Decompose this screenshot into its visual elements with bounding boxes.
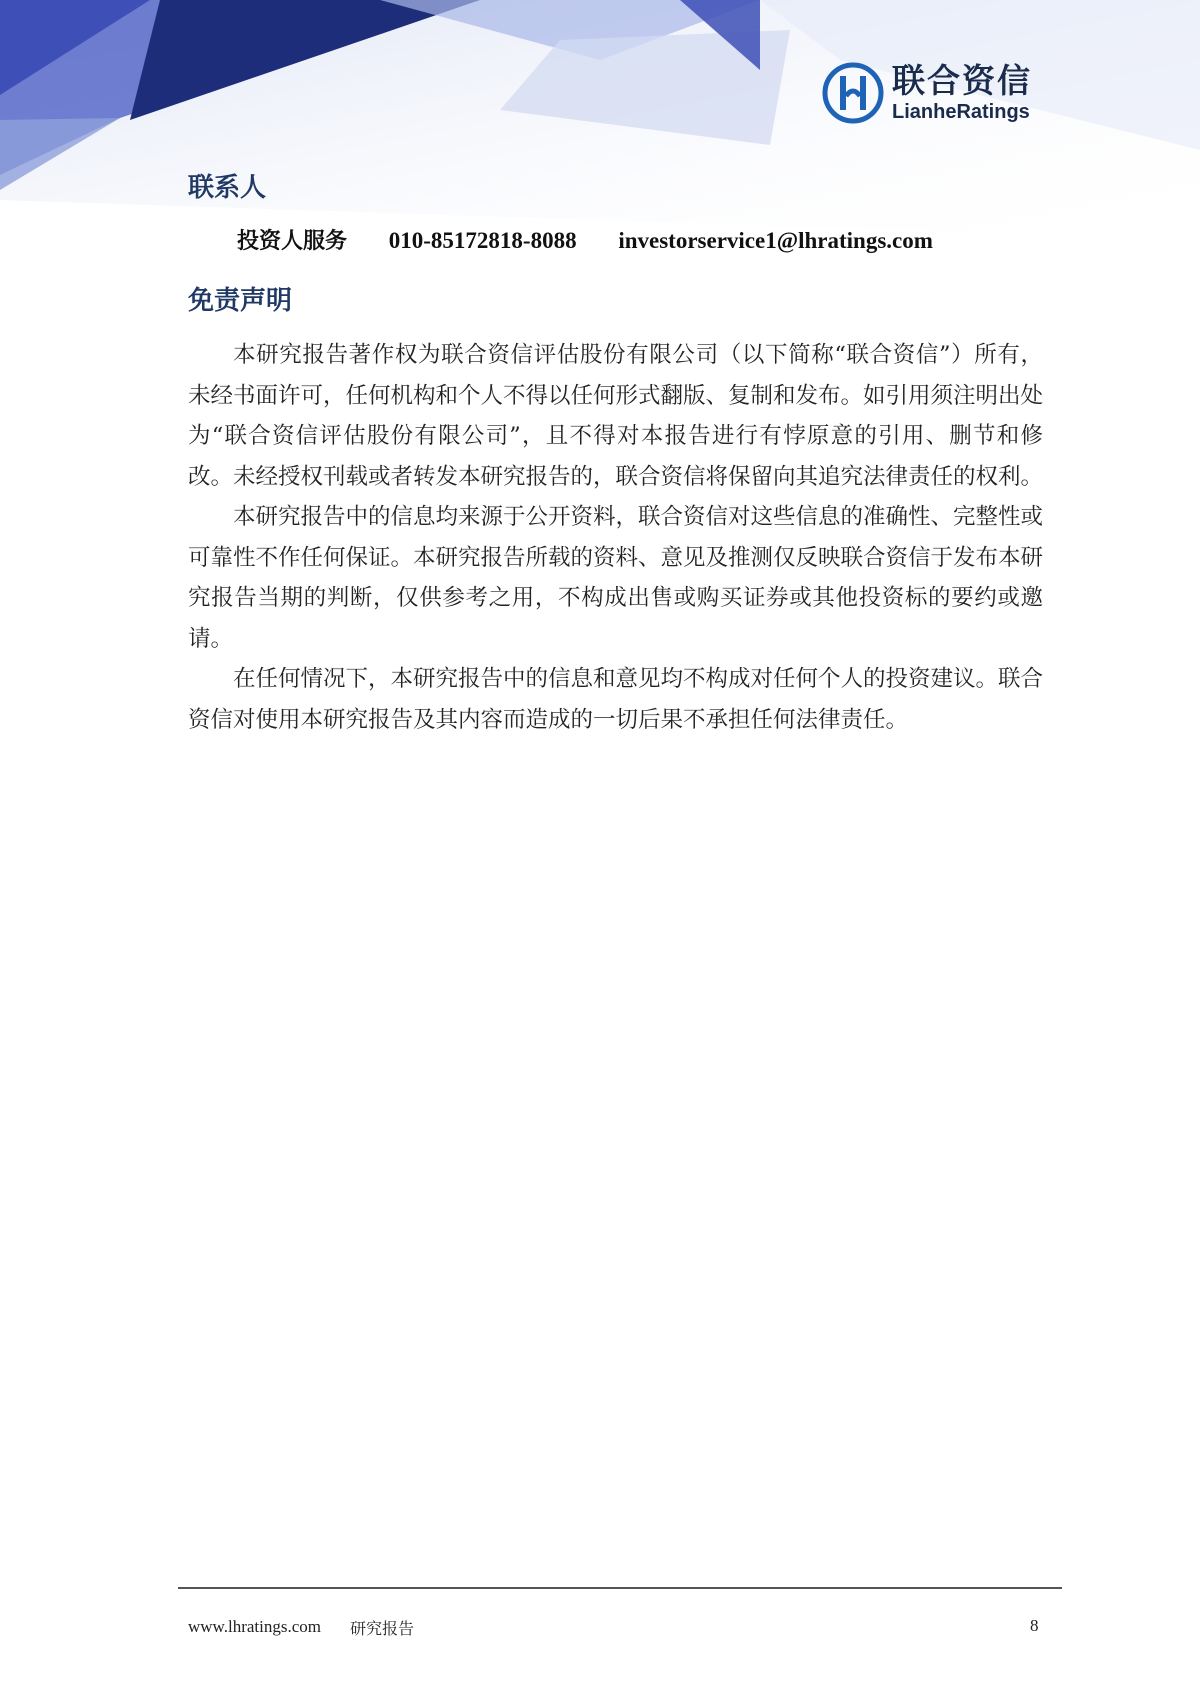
disclaimer-body (188, 335, 1043, 740)
page-number: 8 (1030, 1616, 1039, 1635)
contact-label: 投资人服务 (237, 229, 348, 254)
contact-email: investorservice1@lhratings.com (618, 228, 933, 253)
logo-text (892, 62, 1032, 124)
contact-section-title: 联系人 (188, 173, 267, 203)
footer-doc-type: 研究报告 (350, 1619, 415, 1638)
company-logo (822, 62, 1032, 124)
header-decoration (0, 0, 1200, 260)
lianhe-logo-icon (822, 62, 884, 124)
logo-name-cn: 联合资信 (892, 61, 1032, 100)
disclaimer-paragraph: 本研究报告中的信息均来源于公开资料，联合资信对这些信息的准确性、完整性或可靠性不作任何保证。本研究报告所载的资料、意见及推测仅反映联合资信于发布本研究报告当期的判断，仅供参考之用，不构成出售或购买证券或其他投资标的要约或邀请。 (188, 504, 1044, 652)
logo-name-en: LianheRatings (892, 101, 1030, 123)
disclaimer-paragraph: 本研究报告著作权为联合资信评估股份有限公司（以下简称“联合资信”）所有，未经书面许可，任何机构和个人不得以任何形式翻版、复制和发布。如引用须注明出处为“联合资信评估股份有限公司”，且不得对本报告进行有悖原意的引用、删节和修改。未经授权刊载或者转发本研究报告的，联合资信将保留向其追究法律责任的权利。 (188, 342, 1044, 490)
contact-phone: 010-85172818-8088 (388, 228, 577, 253)
disclaimer-paragraph: 在任何情况下，本研究报告中的信息和意见均不构成对任何个人的投资建议。联合资信对使用本研究报告及其内容而造成的一切后果不承担任何法律责任。 (188, 666, 1044, 733)
disclaimer-section-title: 免责声明 (188, 286, 293, 316)
contact-info (237, 224, 933, 255)
footer-divider (178, 1587, 1062, 1589)
footer-website: www.lhratings.com (188, 1617, 321, 1636)
